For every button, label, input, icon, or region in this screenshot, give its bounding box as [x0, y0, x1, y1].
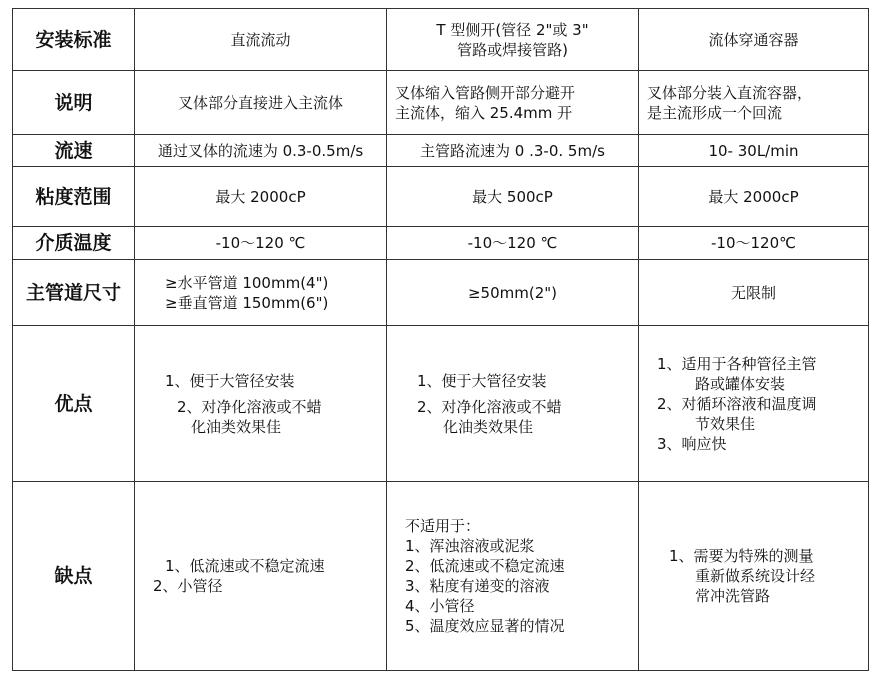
viscosity-direct-flow: 最大 2000cP	[135, 167, 387, 227]
table-row-flow-rate	[13, 135, 869, 167]
list-item-continuation: 路或罐体安装	[695, 374, 786, 393]
advantages-t-side-open	[387, 326, 639, 482]
list-item: 2、低流速或不稳定流速	[405, 557, 565, 575]
row-label-temperature: 介质温度	[13, 227, 135, 260]
temperature-direct-flow: -10～120 ℃	[135, 227, 387, 260]
description-t-side-open-line2: 主流体，缩入 25.4mm 开	[395, 103, 573, 122]
description-flow-through-vessel	[639, 71, 869, 135]
list-item-continuation: 节效果佳	[695, 414, 756, 433]
list-item: 3、粘度有递变的溶液	[405, 577, 550, 595]
disadvantages-t-side-open	[387, 482, 639, 671]
list-item: 1、便于大管径安装	[417, 371, 547, 390]
pipe-size-horizontal: ≥水平管道 100mm(4")	[165, 273, 329, 292]
list-item: 2、对循环溶液和温度调	[657, 394, 817, 413]
description-t-side-open-line1: 叉体缩入管路侧开部分避开	[395, 83, 576, 102]
list-item: 2、小管径	[153, 577, 223, 595]
description-flow-through-line2: 是主流形成一个回流	[647, 103, 783, 122]
table-header-row	[13, 9, 869, 71]
list-item: 2、对净化溶液或不蜡	[417, 397, 562, 416]
list-item: 1、需要为特殊的测量	[669, 547, 814, 565]
advantages-direct-flow	[135, 326, 387, 482]
row-label-description: 说明	[13, 71, 135, 135]
temperature-flow-through: -10～120℃	[639, 227, 869, 260]
viscosity-t-side-open: 最大 500cP	[387, 167, 639, 227]
header-flow-through-vessel: 流体穿通容器	[639, 9, 869, 71]
header-t-side-open-line1: T 型侧开(管径 2"或 3"	[436, 20, 589, 39]
list-item-continuation: 化油类效果佳	[191, 417, 282, 436]
installation-comparison-table	[12, 8, 868, 670]
advantages-flow-through	[639, 326, 869, 482]
list-item: 1、低流速或不稳定流速	[165, 557, 325, 575]
pipe-size-direct-flow	[135, 260, 387, 326]
table-row-temperature	[13, 227, 869, 260]
list-item: 1、适用于各种管径主管	[657, 354, 817, 373]
flow-rate-flow-through: 10- 30L/min	[639, 135, 869, 167]
pipe-size-flow-through: 无限制	[639, 260, 869, 326]
row-label-pipe-size: 主管道尺寸	[13, 260, 135, 326]
row-label-advantages: 优点	[13, 326, 135, 482]
description-direct-flow: 叉体部分直接进入主流体	[135, 71, 387, 135]
table-row-pipe-size	[13, 260, 869, 326]
list-item: 4、小管径	[405, 597, 475, 615]
header-direct-flow: 直流流动	[135, 9, 387, 71]
pipe-size-t-side-open: ≥50mm(2")	[387, 260, 639, 326]
flow-rate-t-side-open: 主管路流速为 0 .3-0. 5m/s	[387, 135, 639, 167]
header-installation-standard: 安装标准	[13, 9, 135, 71]
pipe-size-vertical: ≥垂直管道 150mm(6")	[165, 293, 329, 312]
viscosity-flow-through: 最大 2000cP	[639, 167, 869, 227]
table-row-advantages	[13, 326, 869, 482]
list-item: 5、温度效应显著的情况	[405, 617, 565, 635]
list-item: 1、浑浊溶液或泥浆	[405, 537, 535, 555]
disadvantages-flow-through	[639, 482, 869, 671]
header-t-side-open-line2: 管路或焊接管路)	[457, 40, 568, 59]
list-item-continuation: 化油类效果佳	[443, 417, 534, 436]
list-item-continuation: 重新做系统设计经	[695, 567, 816, 585]
temperature-t-side-open: -10～120 ℃	[387, 227, 639, 260]
list-item-continuation: 常冲洗管路	[695, 587, 771, 605]
list-item: 3、响应快	[657, 434, 727, 453]
disadvantages-direct-flow	[135, 482, 387, 671]
header-t-side-open	[387, 9, 639, 71]
row-label-flow-rate: 流速	[13, 135, 135, 167]
list-item: 2、对净化溶液或不蜡	[177, 397, 322, 416]
list-item: 1、便于大管径安装	[165, 371, 295, 390]
table-row-disadvantages	[13, 482, 869, 671]
table-row-description	[13, 71, 869, 135]
not-applicable-intro: 不适用于：	[405, 517, 481, 535]
description-t-side-open	[387, 71, 639, 135]
table-row-viscosity	[13, 167, 869, 227]
flow-rate-direct-flow: 通过叉体的流速为 0.3-0.5m/s	[135, 135, 387, 167]
row-label-viscosity: 粘度范围	[13, 167, 135, 227]
description-flow-through-line1: 叉体部分装入直流容器，	[647, 83, 813, 102]
row-label-disadvantages: 缺点	[13, 482, 135, 671]
